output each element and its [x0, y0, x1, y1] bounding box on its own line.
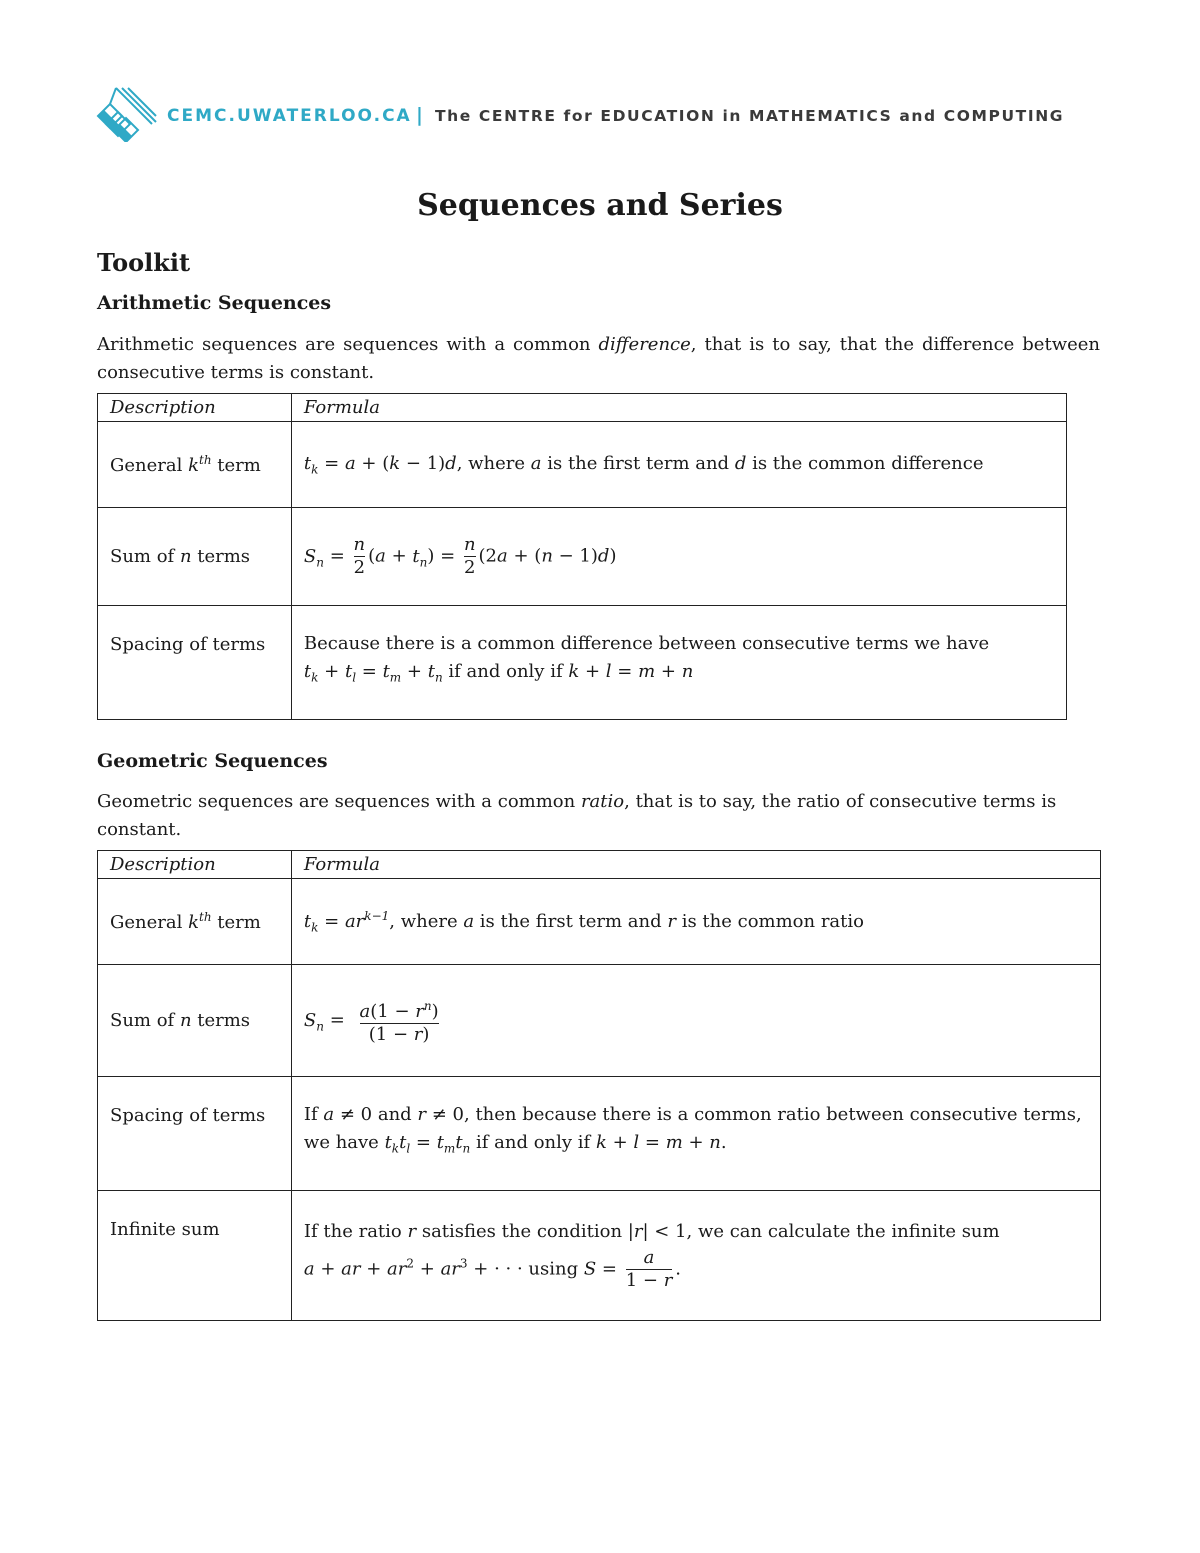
toolkit-heading: Toolkit — [97, 248, 191, 277]
site-url: CEMC.UWATERLOO.CA — [167, 106, 412, 126]
row-label: Infinite sum — [98, 1191, 292, 1321]
page-header — [96, 86, 1106, 142]
row-label: Sum of n terms — [98, 965, 292, 1077]
cemc-logo-icon — [96, 86, 158, 142]
formula-sum: $S_n$ = $\frac{a(1 - r^n)}{(1 - r)}$ — [291, 965, 1100, 1077]
centre-name: The CENTRE for EDUCATION in MATHEMATICS and COMPUTING — [435, 107, 1065, 125]
table-row — [98, 1077, 1101, 1191]
col-description: Description — [98, 851, 292, 879]
geometric-heading: Geometric Sequences — [97, 750, 328, 772]
table-header-row — [98, 851, 1101, 879]
table-row — [98, 508, 1067, 606]
formula-spacing: If a ≠ 0 and r ≠ 0, then because there is a common ratio between consecutive terms, we have $t_kt_l = t_mt_n$ if and only if k + l = m + n. — [291, 1077, 1100, 1191]
row-label: General $k^{th}$ term — [98, 422, 292, 508]
table-row — [98, 879, 1101, 965]
table-row — [98, 606, 1067, 720]
row-label: Spacing of terms — [98, 1077, 292, 1191]
formula-spacing: Because there is a common difference between consecutive terms we have $t_k + t_l = t_m + t_n$ if and only if k + l = m + n — [291, 606, 1066, 720]
arithmetic-intro: Arithmetic sequences are sequences with a common difference, that is to say, that the difference between consecutive terms is constant. — [97, 334, 1101, 383]
table-header-row — [98, 394, 1067, 422]
arithmetic-table — [97, 393, 1067, 720]
table-row — [98, 1191, 1101, 1321]
table-row — [98, 965, 1101, 1077]
col-formula: Formula — [291, 394, 1066, 422]
page-title: Sequences and Series — [417, 188, 783, 223]
col-description: Description — [98, 394, 292, 422]
formula-general-term: $t_k = a + (k - 1)d$, where a is the first term and d is the common difference — [291, 422, 1066, 508]
row-label: Spacing of terms — [98, 606, 292, 720]
geometric-intro: Geometric sequences are sequences with a common ratio, that is to say, the ratio of consecutive terms is constant. — [97, 791, 1057, 840]
header-separator: | — [416, 104, 423, 126]
geometric-table — [97, 850, 1101, 1321]
formula-sum: $S_n$ = $\frac{n}{2}$ $(a + t_n)$ = $\frac{n}{2}$ (2a + (n − 1)d) — [291, 508, 1066, 606]
arithmetic-heading: Arithmetic Sequences — [97, 292, 332, 314]
formula-general-term: $t_k = ar^{k-1}$, where a is the first term and r is the common ratio — [291, 879, 1100, 965]
col-formula: Formula — [291, 851, 1100, 879]
formula-infinite-sum: If the ratio r satisfies the condition |r| < 1, we can calculate the infinite sum a + ar + $ar^2 + ar^3$ + · · · using S = $\frac{a}{1 - r}$ . — [291, 1191, 1100, 1321]
row-label: Sum of n terms — [98, 508, 292, 606]
row-label: General $k^{th}$ term — [98, 879, 292, 965]
table-row — [98, 422, 1067, 508]
